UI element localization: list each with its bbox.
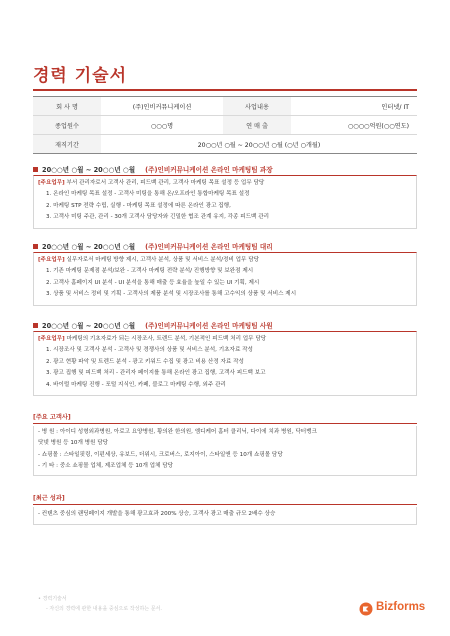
duties-tag: [주요업무] (38, 257, 65, 263)
achievements-divider (33, 504, 417, 505)
company-name-value: (주)인비커뮤니케이션 (101, 97, 223, 116)
bullet-square-icon (33, 244, 38, 249)
duties-summary-text: 마케팅의 기초자료가 되는 시장조사, 트렌드 분석, 기본적인 피드백 처리 업무 담당 (64, 336, 267, 342)
duty-item: 1. 기존 마케팅 문제점 분석/보완 - 고객사 마케팅 전략 분석/ 진행방향 및 보완점 제시 (46, 268, 254, 275)
company-name-label: 회 사 명 (33, 97, 101, 116)
info-row (33, 116, 417, 135)
duty-item: 3. 상품 및 서비스 정비 및 기획 - 고객사의 제품 분석 및 시장조사를 통해 고수익의 상품 및 서비스 제시 (46, 291, 297, 298)
bullet-square-icon (33, 167, 38, 172)
duty-item: 3. 광고 집행 및 피드백 처리 - 관리자 페이지를 통해 온라인 광고 집행, 고객사 피드백 보고 (46, 370, 266, 377)
duty-item: 3. 고객사 미팅 주관, 관리 - 30개 고객사 담당자와 긴밀한 협조 관계 유지, 각종 피드백 관리 (46, 214, 270, 221)
clients-box (33, 426, 417, 476)
duty-item: 4. 바이럴 마케팅 진행 - 포털 지식인, 카페, 블로그 마케팅 수행, 외주 관리 (46, 381, 226, 388)
duties-summary (34, 178, 416, 189)
achievement-line: - 컨텐츠 중심의 랜딩페이지 개발을 통해 광고효과 200% 상승, 고객사 광고 매출 규모 2배수 상승 (38, 511, 276, 517)
career-position: (주)인비커뮤니케이션 온라인 마케팅팀 사원 (145, 322, 273, 330)
revenue-value: ○○○○억원(○○연도) (291, 116, 417, 135)
employees-value: ○○○명 (101, 116, 223, 135)
duties-tag: [주요업무] (38, 336, 65, 342)
client-line: - 기 타 : 중소 쇼핑몰 업체, 제조업체 등 10개 업체 담당 (38, 463, 174, 470)
achievements-heading: [최근 성과] (33, 495, 65, 502)
info-row (33, 135, 417, 154)
client-line: - 쇼핑몰 : 스타일핏링, 이펀세상, 유보드, 더위시, 크로버스, 로지아이, 스타일앤 등 10개 쇼핑몰 담당 (38, 451, 283, 458)
duty-item: 2. 마케팅 STP 전략 수립, 실행 - 마케팅 목표 설정에 따른 온라인 광고 집행, (46, 202, 231, 209)
bullet-square-icon (33, 323, 38, 328)
business-label: 사업내용 (223, 97, 291, 116)
footer-note-description: - 자신의 경력에 관한 내용을 중심으로 작성하는 문서. (46, 606, 162, 612)
career-position: (주)인비커뮤니케이션 온라인 마케팅팀 과장 (145, 166, 273, 174)
career-duties-box (33, 252, 417, 306)
bizforms-logo-text: Bizforms (376, 601, 426, 613)
clients-divider (33, 423, 417, 424)
bizforms-logo (359, 601, 426, 617)
achievements-box (33, 507, 417, 525)
employees-label: 종업원수 (33, 116, 101, 135)
title-divider (33, 89, 417, 91)
career-period: 20○○년 ○월 ~ 20○○년 ○월 (42, 166, 136, 174)
duty-item: 2. 고객사 홈페이지 UI 분석 - UI 분석을 통해 매출 등 효율을 높일 수 있는 UI 기획, 제시 (46, 279, 260, 286)
duties-summary-text: 실무자로서 마케팅 방향 제시, 고객사 분석, 상품 및 서비스 분석/정비 업무 담당 (64, 257, 260, 263)
period-label: 재직기간 (33, 135, 101, 154)
client-line: - 병 원 : 아이디 성형외과병원, 아로고 요양병원, 황의완 한의원, 엠디케어 홈터 클리닉, 다이에 치과 병원, 닥터뱅크 (38, 429, 318, 435)
business-value: 인터넷/ IT (291, 97, 417, 116)
duties-tag: [주요업무] (38, 180, 65, 186)
bizforms-logo-icon (359, 602, 373, 616)
duties-summary (34, 334, 416, 345)
career-duties-box (33, 331, 417, 396)
info-row (33, 97, 417, 116)
client-line: 닷넷 병원 등 10개 병원 담당 (38, 440, 109, 447)
career-period: 20○○년 ○월 ~ 20○○년 ○월 (42, 322, 136, 330)
career-position: (주)인비커뮤니케이션 온라인 마케팅팀 대리 (145, 243, 273, 251)
duties-summary (34, 255, 416, 266)
period-value: 20○○년 ○월 ~ 20○○년 ○월 (○년 ○개월) (101, 135, 417, 154)
footer-note-title: • 경력기술서 (38, 596, 67, 602)
clients-heading: [주요 고객사] (33, 414, 71, 421)
career-period: 20○○년 ○월 ~ 20○○년 ○월 (42, 243, 136, 251)
duty-item: 2. 광고 현황 파악 및 트렌드 분석 - 광고 키워드 수집 및 광고 비용 산정 자료 작성 (46, 358, 244, 365)
document-title: 경력 기술서 (33, 66, 128, 86)
duty-item: 1. 시장조사 및 고객사 분석 - 고객사 및 경쟁사의 상품 및 서비스 분석, 기초자료 작성 (46, 347, 253, 354)
career-section-heading (33, 320, 273, 330)
company-info-table (33, 96, 417, 154)
duties-summary-text: 부서 관리자로서 고객사 관리, 피드백 관리, 고객사 마케팅 목표 설정 등 업무 담당 (64, 180, 265, 186)
duty-item: 1. 온라인 마케팅 목표 설정 - 고객사 미팅을 통해 온/오프라인 통합마케팅 목표 설정 (46, 191, 250, 198)
career-duties-box (33, 175, 417, 229)
career-section-heading (33, 164, 273, 174)
career-section-heading (33, 241, 273, 251)
revenue-label: 연 매 출 (223, 116, 291, 135)
